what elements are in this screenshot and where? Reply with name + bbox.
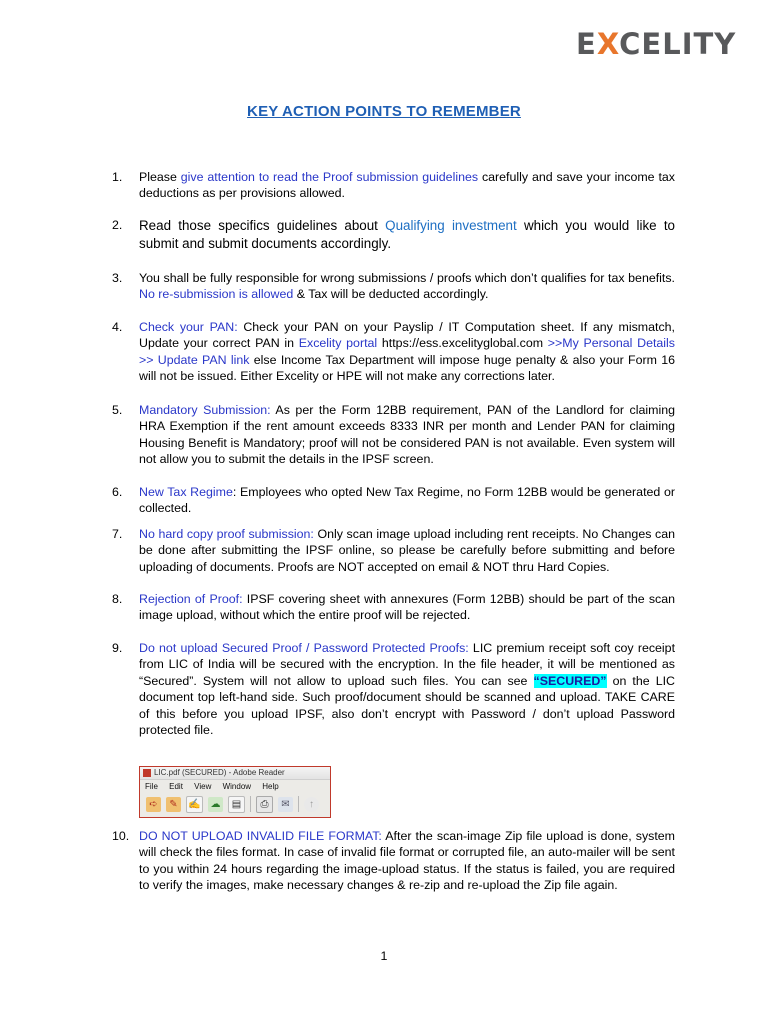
toolbar-divider: [250, 796, 251, 812]
menu-help: Help: [262, 782, 279, 791]
item-text: You shall be fully responsible for wrong submissions / proofs which don’t qualifies for tax benefits. No re-submission is allowed & Tax will be deducted accordingly.: [139, 271, 675, 302]
edit-icon: ✍: [186, 796, 203, 813]
item-number: 6.: [112, 485, 123, 499]
email-icon: ✉: [278, 797, 293, 812]
item-number: 1.: [112, 170, 123, 184]
list-item: [112, 270, 675, 303]
item-number: 7.: [112, 527, 123, 541]
list-item: [112, 217, 675, 253]
open-icon: ➪: [146, 797, 161, 812]
item-text: Rejection of Proof: IPSF covering sheet with annexures (Form 12BB) should be part of the scan image upload, without which the entire proof will be rejected.: [139, 592, 676, 623]
menu-window: Window: [222, 782, 252, 791]
item-number: 3.: [112, 271, 123, 285]
list-item: [112, 402, 675, 468]
item-text: Please give attention to read the Proof submission guidelines carefully and save your income tax deductions as per provisions allowed.: [139, 170, 675, 201]
list-item: [112, 526, 675, 575]
item-text: Check your PAN: Check your PAN on your Payslip / IT Computation sheet. If any mismatch, Update your correct PAN in Excelity portal https://ess.excelityglobal.com >>My Personal Details >> Update PAN link else Income Tax Department will impose huge penalty & also your Form 16 will not be issued. Either Excelity or HPE will not make any corrections later.: [139, 320, 675, 384]
save-icon: ▤: [228, 796, 245, 813]
menu-view: View: [194, 782, 212, 791]
item-text: DO NOT UPLOAD INVALID FILE FORMAT: After the scan-image Zip file upload is done, system will check the files format. In case of invalid file format or corrupted file, an auto-mailer will be sent to you within 24 hours regarding the image-upload status. If the status is failed, you are required to verify the images, make necessary changes & re-zip and re-upload the Zip file again.: [139, 829, 675, 893]
excelity-logo: EXCELITY: [576, 27, 737, 61]
item-number: 10.: [112, 829, 130, 843]
reader-window-title: LIC.pdf (SECURED) - Adobe Reader: [154, 768, 285, 777]
item-number: 4.: [112, 320, 123, 334]
item-text: Read those specifics guidelines about Qualifying investment which you would like to submit and submit documents accordingly.: [139, 218, 675, 251]
list-item: [112, 640, 675, 738]
menu-edit: Edit: [169, 782, 183, 791]
reader-menubar: [140, 780, 330, 793]
item-number: 9.: [112, 641, 123, 655]
item-text: Do not upload Secured Proof / Password Protected Proofs: LIC premium receipt soft coy receipt from LIC of India will be secured with the encryption. In the file header, it will be mentioned as “Secured”. System will not allow to upload such files. You can see “SECURED” on the LIC document top left-hand side. Such proof/document should be scanned and upload. TAKE CARE of this before you upload IPSF, also don’t encrypt with Password / don’t upload Password protected file.: [139, 641, 676, 738]
print-icon: ⎙: [256, 796, 273, 813]
list-item: [112, 319, 675, 385]
item-number: 2.: [112, 218, 123, 232]
item-text: New Tax Regime: Employees who opted New Tax Regime, no Form 12BB would be generated or collected.: [139, 485, 675, 516]
item-text: No hard copy proof submission: Only scan image upload including rent receipts. No Changes can be done after submitting the IPSF online, so please be carefully before submitting and before uploading of documents. Proofs are NOT accepted on email & NOT thru Hard Copies.: [139, 527, 675, 574]
reader-titlebar: [140, 767, 330, 780]
pdf-icon: [143, 769, 151, 777]
list-item: [112, 591, 675, 624]
secured-highlight: “SECURED”: [533, 673, 607, 688]
page-number: 1: [380, 949, 388, 963]
navigate-icon: ↑: [304, 797, 319, 812]
item-number: 5.: [112, 403, 123, 417]
adobe-reader-screenshot: [139, 766, 331, 818]
item-text: Mandatory Submission: As per the Form 12BB requirement, PAN of the Landlord for claiming HRA Exemption if the rent amount exceeds 8333 INR per month and Lender PAN for claiming Housing Benefit is Mandatory; proof will not be considered PAN is not available. Even system will not allow you to submit the details in the IPSF screen.: [139, 403, 675, 467]
toolbar-divider: [298, 796, 299, 812]
share-icon: ☁: [208, 797, 223, 812]
list-item: [112, 828, 675, 894]
page-title: KEY ACTION POINTS TO REMEMBER: [247, 103, 521, 120]
logo-x-mark: X: [596, 27, 620, 61]
update-pan-link[interactable]: >>My Personal Details >> Update PAN link: [139, 336, 675, 367]
list-item: [112, 484, 675, 517]
list-item: [112, 169, 675, 202]
item-number: 8.: [112, 592, 123, 606]
menu-file: File: [145, 782, 158, 791]
excelity-portal-link[interactable]: Excelity portal: [298, 336, 378, 351]
reader-toolbar: [140, 793, 330, 815]
create-pdf-icon: ✎: [166, 797, 181, 812]
